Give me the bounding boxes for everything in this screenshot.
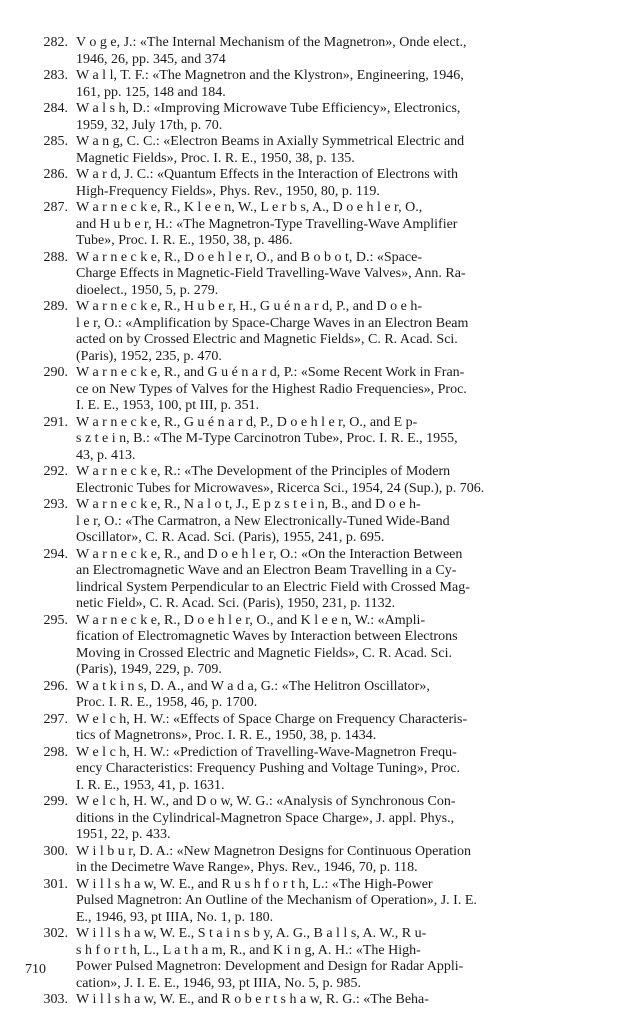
reference-entry	[0, 745, 644, 795]
reference-entry	[0, 35, 644, 68]
reference-line: l e r, O.: «The Carmatron, a New Electronically-Tuned Wide-Band	[76, 513, 450, 529]
reference-line: W a r n e c k e, R., K l e e n, W., L e r b s, A., D o e h l e r, O.,	[76, 200, 423, 215]
reference-entry	[0, 200, 644, 250]
reference-text	[76, 365, 616, 415]
reference-line: Charge Effects in Magnetic-Field Travelling-Wave Valves», Ann. Ra-	[76, 266, 466, 281]
reference-line: (Paris), 1949, 229, p. 709.	[76, 662, 222, 677]
reference-entry	[0, 794, 644, 844]
reference-text	[76, 68, 616, 101]
reference-number: 303.	[43, 992, 68, 1007]
reference-text	[76, 547, 616, 613]
reference-line: an Electromagnetic Wave and an Electron Beam Travelling in a Cy-	[76, 563, 457, 578]
reference-number: 287.	[43, 200, 68, 215]
reference-number: 295.	[43, 612, 68, 628]
reference-entry	[0, 167, 644, 200]
reference-line: cation», J. I. E. E., 1946, 93, pt IIIA, No. 5, p. 985.	[76, 975, 362, 991]
reference-line: High-Frequency Fields», Phys. Rev., 1950, 80, p. 119.	[76, 183, 380, 199]
reference-line: W a t k i n s, D. A., and W a d a, G.: «The Helitron Oscillator»,	[76, 678, 430, 694]
reference-entry	[0, 547, 644, 613]
reference-line: W a n g, C. C.: «Electron Beams in Axially Symmetrical Electric and	[76, 134, 465, 149]
reference-text	[76, 35, 616, 68]
reference-entry	[0, 992, 644, 1009]
reference-number: 300.	[43, 843, 68, 859]
reference-entry	[0, 613, 644, 679]
reference-line: Magnetic Fields», Proc. I. R. E., 1950, 38, p. 135.	[76, 150, 355, 166]
reference-line: tics of Magnetrons», Proc. I. R. E., 1950, 38, p. 1434.	[76, 728, 377, 743]
reference-line: ditions in the Cylindrical-Magnetron Space Charge», J. appl. Phys.,	[76, 810, 455, 826]
reference-line: ency Characteristics: Frequency Pushing and Voltage Tuning», Proc.	[76, 761, 461, 776]
reference-line: 1951, 22, p. 433.	[76, 827, 171, 842]
reference-text	[76, 745, 616, 795]
reference-number: 291.	[43, 414, 68, 430]
reference-entry	[0, 926, 644, 992]
reference-text	[76, 794, 616, 844]
reference-line: Proc. I. R. E., 1958, 46, p. 1700.	[76, 695, 258, 710]
reference-line: Moving in Crossed Electric and Magnetic Fields», C. R. Acad. Sci.	[76, 645, 453, 661]
reference-line: W a l l, T. F.: «The Magnetron and the Klystron», Engineering, 1946,	[76, 68, 464, 83]
reference-line: Power Pulsed Magnetron: Development and Design for Radar Appli-	[76, 959, 464, 974]
reference-number: 293.	[43, 497, 68, 512]
reference-line: W a r n e c k e, R., H u b e r, H., G u é n a r d, P., and D o e h-	[76, 299, 422, 314]
reference-line: W a r n e c k e, R., D o e h l e r, O., and B o b o t, D.: «Space-	[76, 249, 422, 265]
reference-line: 161, pp. 125, 148 and 184.	[76, 84, 226, 100]
reference-line: I. E. E., 1953, 100, pt III, p. 351.	[76, 398, 260, 413]
reference-text	[76, 101, 616, 134]
reference-line: 1946, 26, pp. 345, and 374	[76, 51, 226, 67]
reference-number: 290.	[43, 365, 68, 380]
reference-text	[76, 134, 616, 167]
reference-number: 301.	[43, 876, 68, 892]
reference-text	[76, 497, 616, 547]
reference-text	[76, 926, 616, 992]
reference-line: s z t e i n, B.: «The M-Type Carcinotron Tube», Proc. I. R. E., 1955,	[76, 431, 458, 446]
reference-line: W a r n e c k e, R., D o e h l e r, O., and K l e e n, W.: «Ampli-	[76, 612, 426, 628]
reference-line: E., 1946, 93, pt IIIA, No. 1, p. 180.	[76, 909, 274, 925]
reference-number: 288.	[43, 249, 68, 265]
reference-text	[76, 167, 616, 200]
reference-line: Pulsed Magnetron: An Outline of the Mechanism of Operation», J. I. E.	[76, 893, 477, 908]
reference-entry	[0, 250, 644, 300]
reference-number: 302.	[43, 926, 68, 941]
reference-line: I. R. E., 1953, 41, p. 1631.	[76, 777, 225, 793]
reference-number: 296.	[43, 678, 68, 694]
reference-line: W a r d, J. C.: «Quantum Effects in the Interaction of Electrons with	[76, 167, 459, 182]
reference-line: 1959, 32, July 17th, p. 70.	[76, 117, 223, 133]
reference-text	[76, 712, 616, 745]
reference-text	[76, 299, 616, 365]
reference-number: 292.	[43, 464, 68, 479]
reference-entry	[0, 101, 644, 134]
reference-line: in the Decimetre Wave Range», Phys. Rev., 1946, 70, p. 118.	[76, 860, 418, 875]
reference-list	[0, 35, 644, 1009]
reference-line: W e l c h, H. W.: «Effects of Space Charge on Frequency Characteris-	[76, 711, 468, 727]
reference-line: W a r n e c k e, R.: «The Development of the Principles of Modern	[76, 464, 451, 479]
reference-line: Tube», Proc. I. R. E., 1950, 38, p. 486.	[76, 233, 293, 248]
reference-line: W i l l s h a w, W. E., and R o b e r t s h a w, R. G.: «The Beha-	[76, 992, 429, 1007]
reference-entry	[0, 844, 644, 877]
reference-number: 299.	[43, 794, 68, 809]
reference-number: 297.	[43, 711, 68, 727]
reference-entry	[0, 68, 644, 101]
reference-text	[76, 415, 616, 465]
reference-number: 283.	[43, 68, 68, 83]
reference-number: 286.	[43, 167, 68, 182]
reference-line: W a l s h, D.: «Improving Microwave Tube Efficiency», Electronics,	[76, 101, 461, 116]
reference-entry	[0, 712, 644, 745]
reference-line: lindrical System Perpendicular to an Electric Field with Crossed Mag-	[76, 579, 470, 595]
reference-entry	[0, 365, 644, 415]
reference-number: 289.	[43, 299, 68, 314]
reference-line: (Paris), 1952, 235, p. 470.	[76, 348, 222, 364]
reference-line: l e r, O.: «Amplification by Space-Charge Waves in an Electron Beam	[76, 315, 469, 331]
reference-text	[76, 679, 616, 712]
reference-line: W i l b u r, D. A.: «New Magnetron Designs for Continuous Operation	[76, 843, 472, 859]
reference-line: s h f o r t h, L., L a t h a m, R., and K i n g, A. H.: «The High-	[76, 942, 421, 958]
reference-line: dioelect., 1950, 5, p. 279.	[76, 282, 219, 298]
reference-line: W e l c h, H. W.: «Prediction of Travelling-Wave-Magnetron Frequ-	[76, 744, 457, 760]
reference-line: W a r n e c k e, R., N a l o t, J., E p z s t e i n, B., and D o e h-	[76, 497, 421, 512]
reference-line: W a r n e c k e, R., and D o e h l e r, O.: «On the Interaction Between	[76, 546, 463, 562]
reference-text	[76, 200, 616, 250]
reference-line: Electronic Tubes for Microwaves», Ricerca Sci., 1954, 24 (Sup.), p. 706.	[76, 480, 485, 496]
reference-text	[76, 613, 616, 679]
reference-entry	[0, 679, 644, 712]
reference-number: 285.	[43, 134, 68, 149]
reference-number: 298.	[43, 744, 68, 760]
reference-text	[76, 844, 616, 877]
reference-number: 282.	[43, 35, 68, 50]
reference-line: 43, p. 413.	[76, 447, 136, 463]
reference-line: fication of Electromagnetic Waves by Interaction between Electrons	[76, 629, 458, 644]
reference-line: W a r n e c k e, R., and G u é n a r d, P.: «Some Recent Work in Fran-	[76, 365, 465, 380]
reference-entry	[0, 464, 644, 497]
reference-number: 284.	[43, 101, 68, 116]
reference-text	[76, 992, 616, 1009]
reference-text	[76, 464, 616, 497]
reference-line: W a r n e c k e, R., G u é n a r d, P., D o e h l e r, O., and E p-	[76, 414, 418, 430]
reference-entry	[0, 134, 644, 167]
reference-number: 294.	[43, 546, 68, 562]
reference-line: netic Field», C. R. Acad. Sci. (Paris), 1950, 231, p. 1132.	[76, 596, 396, 611]
reference-entry	[0, 299, 644, 365]
reference-text	[76, 250, 616, 300]
reference-text	[76, 877, 616, 927]
reference-line: acted on by Crossed Electric and Magnetic Fields», C. R. Acad. Sci.	[76, 332, 458, 347]
reference-entry	[0, 877, 644, 927]
reference-line: W i l l s h a w, W. E., S t a i n s b y, A. G., B a l l s, A. W., R u-	[76, 926, 427, 941]
page-number: 710	[25, 962, 46, 977]
reference-entry	[0, 497, 644, 547]
reference-line: Oscillator», C. R. Acad. Sci. (Paris), 1955, 241, p. 695.	[76, 530, 385, 545]
reference-line: and H u b e r, H.: «The Magnetron-Type Travelling-Wave Amplifier	[76, 216, 458, 232]
reference-line: ce on New Types of Valves for the Highest Radio Frequencies», Proc.	[76, 381, 467, 397]
reference-line: W i l l s h a w, W. E., and R u s h f o r t h, L.: «The High-Power	[76, 876, 433, 892]
reference-line: V o g e, J.: «The Internal Mechanism of the Magnetron», Onde elect.,	[76, 35, 467, 50]
reference-line: W e l c h, H. W., and D o w, W. G.: «Analysis of Synchronous Con-	[76, 794, 456, 809]
reference-entry	[0, 415, 644, 465]
